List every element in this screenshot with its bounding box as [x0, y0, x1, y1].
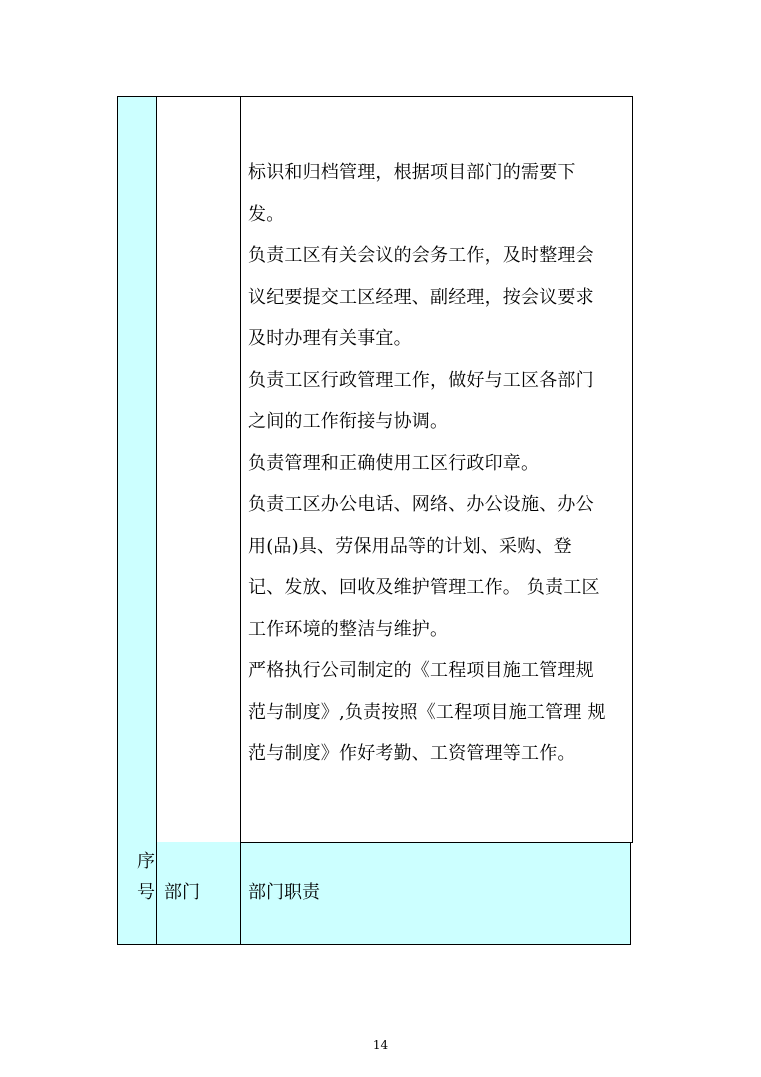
- duty-line: 负责工区行政管理工作，做好与工区各部门: [248, 369, 594, 391]
- table-border-right-upper: [632, 96, 633, 843]
- duty-line: 发。: [248, 203, 285, 225]
- duty-line: 范与制度》作好考勤、工资管理等工作。: [248, 743, 576, 764]
- duty-line: 标识和归档管理，根据项目部门的需要下: [248, 162, 576, 183]
- table-border-bottom: [117, 944, 631, 945]
- duty-line: 记、发放、回收及维护管理工作。 负责工区: [248, 577, 600, 598]
- seq-column-cell: [118, 97, 157, 842]
- duty-content: [248, 152, 628, 775]
- duty-line: 负责管理和正确使用工区行政印章。: [248, 452, 540, 474]
- header-duty: 部门职责: [248, 882, 320, 903]
- duty-line: 工作环境的整洁与维护。: [248, 618, 449, 640]
- duty-line: 用(品)具、劳保用品等的计划、采购、登: [248, 535, 572, 557]
- duty-line: 及时办理有关事宜。: [248, 328, 412, 349]
- column-divider-2: [240, 96, 241, 945]
- table-border-top: [117, 96, 633, 97]
- duty-line: 严格执行公司制定的《工程项目施工管理规: [248, 660, 594, 681]
- duty-line: 范与制度》,负责按照《工程项目施工管理 规: [248, 701, 606, 723]
- header-seq-line2: 号: [137, 882, 155, 903]
- duty-line: 负责工区有关会议的会务工作，及时整理会: [248, 245, 594, 266]
- row-divider: [240, 842, 633, 843]
- column-divider-1: [156, 96, 157, 945]
- header-dept: 部门: [164, 882, 200, 903]
- table-border-right-lower: [630, 842, 631, 945]
- table-border-left: [117, 96, 118, 945]
- duty-line: 负责工区办公电话、网络、办公设施、办公: [248, 494, 594, 515]
- duty-line: 之间的工作衔接与协调。: [248, 411, 449, 432]
- header-seq-line1: 序: [137, 851, 155, 872]
- page-number: 14: [372, 1038, 389, 1052]
- duty-line: 议纪要提交工区经理、副经理，按会议要求: [248, 286, 594, 308]
